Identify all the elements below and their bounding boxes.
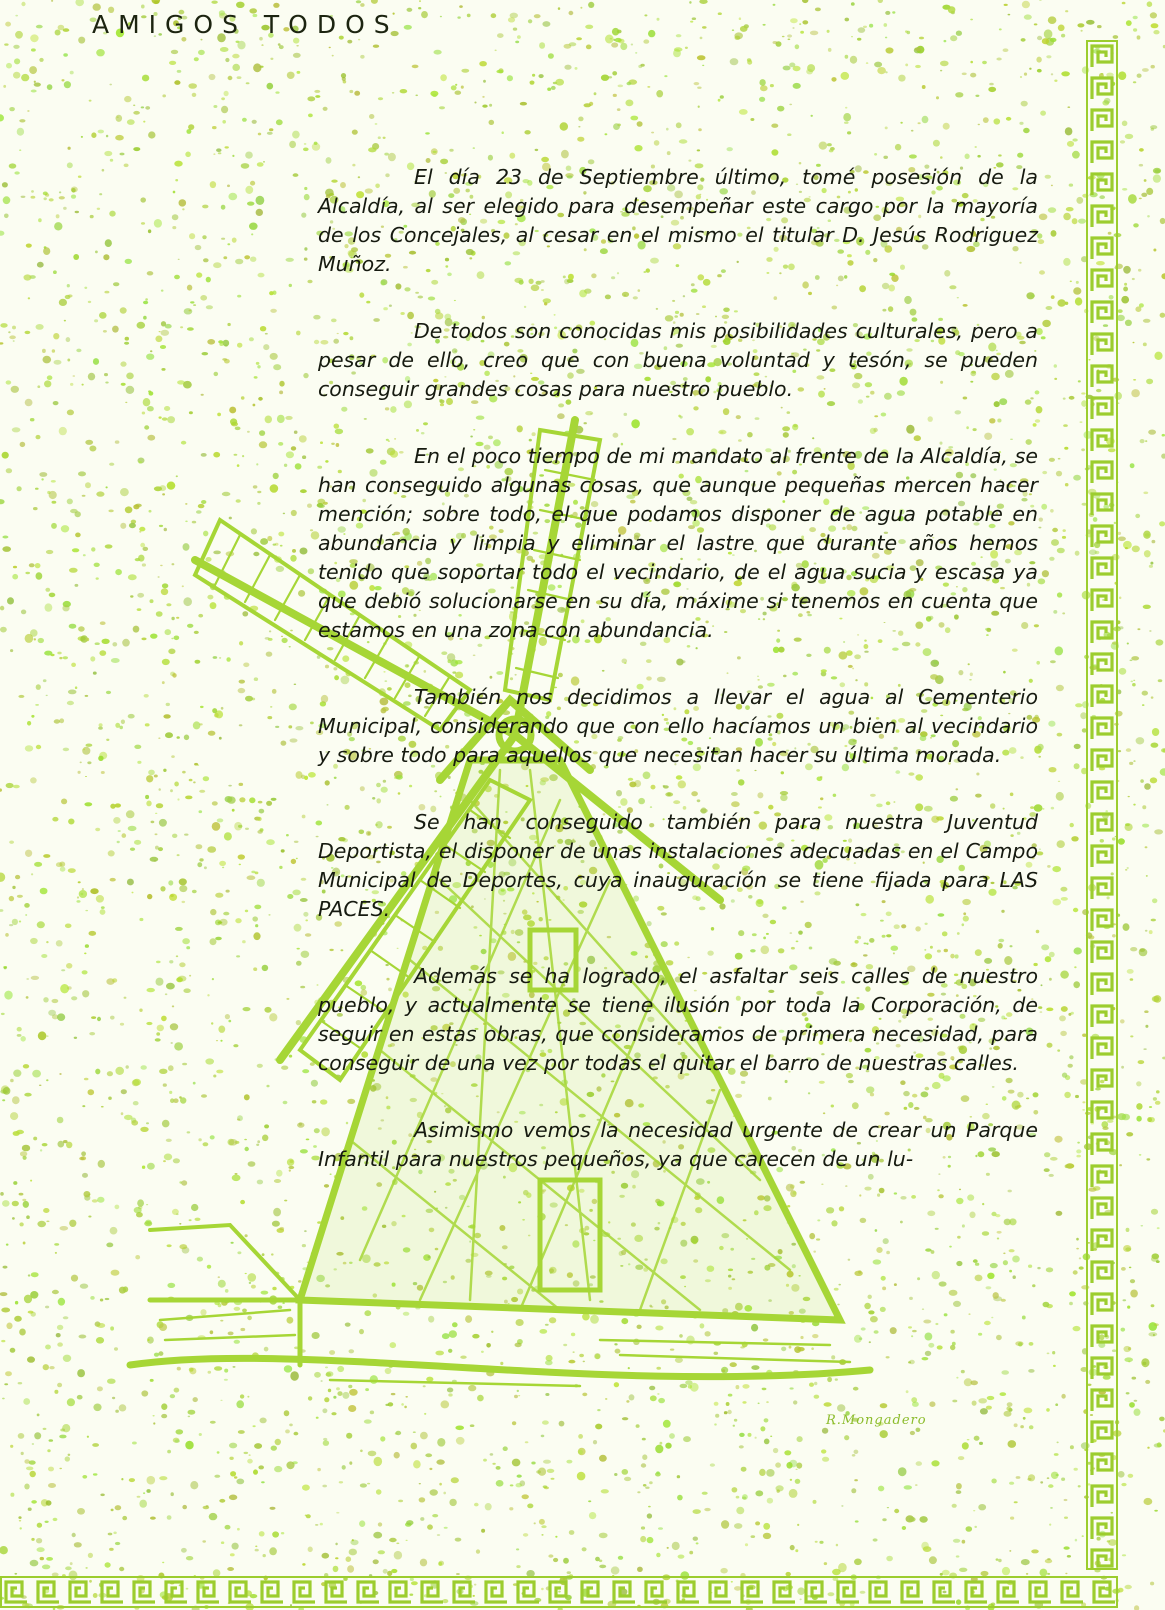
paragraph: Se han conseguido también para nuestra Juventud Deportista, el disponer de unas instalaciones adecuadas en el Campo Municipal de Deportes, cuya inauguración se tiene fijada para LAS PACES. (318, 810, 1038, 921)
page-title: AMIGOS TODOS (92, 10, 399, 39)
paragraph: Además se ha logrado, el asfaltar seis calles de nuestro pueblo, y actualmente se tiene ilusión por toda la Corporación, de seguir en estas obras, que consideramos de primera necesidad, para conseguir de una vez por todas el quitar el barro de nuestras calles. (318, 964, 1038, 1075)
paragraph: En el poco tiempo de mi mandato al frente de la Alcaldía, se han conseguido algunas cosas, que aunque pequeñas mercen hacer mención; sobre todo, el que podamos disponer de agua potable en abundancia y limpia y eliminar el lastre que durante años hemos tenido que soportar todo el vecindario, de el agua sucia y escasa ya que debió solucionarse en su día, máxime si tenemos en cuenta que estamos en una zona con abundancia. (318, 444, 1038, 642)
paragraph: También nos decidimos a llevar el agua al Cementerio Municipal, considerando que con ello hacíamos un bien al vecindario y sobre todo para aquellos que necesitan hacer su última morada. (318, 685, 1038, 767)
illustration-signature: R.Mongadero (826, 1413, 927, 1428)
meander-border-bottom (0, 1576, 1118, 1608)
paragraph: El día 23 de Septiembre último, tomé posesión de la Alcaldía, al ser elegido para desempeñar este cargo por la mayoría de los Concejales, al cesar en el mismo el titular D. Jesús Rodriguez Muñoz. (318, 165, 1038, 276)
paragraph: Asimismo vemos la necesidad urgente de crear un Parque Infantil para nuestros pequeños, ya que carecen de un lu- (318, 1118, 1038, 1171)
paragraph: De todos son conocidas mis posibilidades culturales, pero a pesar de ello, creo que con buena voluntad y tesón, se pueden conseguir grandes cosas para nuestro pueblo. (318, 319, 1038, 401)
meander-border-right (1086, 40, 1118, 1570)
article-body (318, 163, 1038, 1212)
